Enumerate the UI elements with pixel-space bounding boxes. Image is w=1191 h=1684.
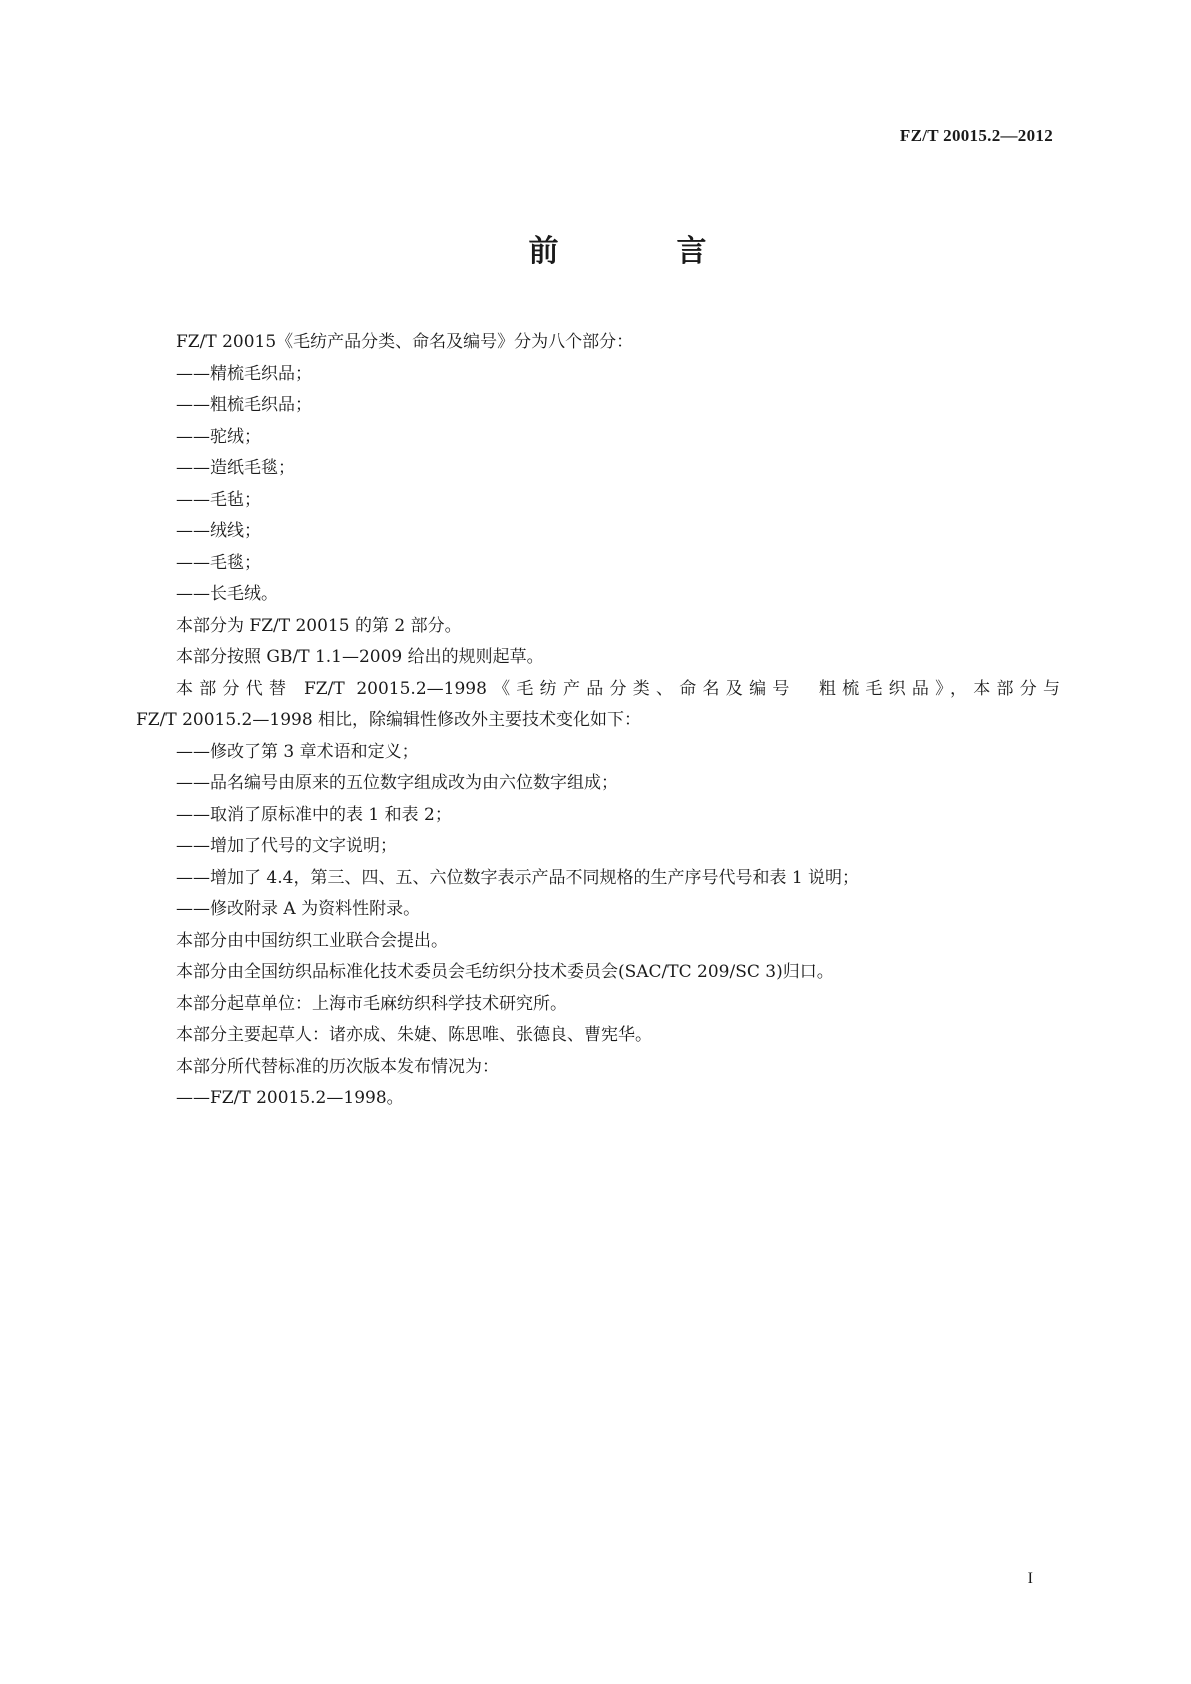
list-item: ——取消了原标准中的表 1 和表 2；	[176, 804, 452, 825]
paragraph-line: 本部分所代替标准的历次版本发布情况为：	[176, 1056, 499, 1077]
preface-body	[136, 327, 1060, 1115]
paragraph-line: 本部分为 FZ/T 20015 的第 2 部分。	[176, 615, 462, 636]
paragraph-line: 本部分按照 GB/T 1.1—2009 给出的规则起草。	[176, 647, 544, 667]
list-item: ——增加了 4.4，第三、四、五、六位数字表示产品不同规格的生产序号代号和表 1 说明；	[176, 867, 860, 888]
paragraph-line: 本部分代替 FZ/T 20015.2—1998《毛纺产品分类、命名及编号 粗梳毛织品》，本部分与	[176, 678, 1060, 699]
page-number: I	[1027, 1570, 1033, 1587]
paragraph-line: 本部分起草单位：上海市毛麻纺织科学技术研究所。	[176, 993, 567, 1014]
list-item: ——FZ/T 20015.2—1998。	[176, 1088, 404, 1108]
paragraph-line: FZ/T 20015《毛纺产品分类、命名及编号》分为八个部分：	[176, 332, 634, 352]
list-item: ——修改了第 3 章术语和定义；	[176, 741, 419, 762]
paragraph-line: 本部分主要起草人：诸亦成、朱婕、陈思唯、张德良、曹宪华。	[176, 1025, 652, 1045]
list-item: ——粗梳毛织品；	[176, 395, 312, 415]
list-item: ——绒线；	[176, 521, 261, 541]
page-title: 前 言	[528, 234, 751, 269]
list-item: ——品名编号由原来的五位数字组成改为由六位数字组成；	[176, 773, 618, 793]
paragraph-line: 本部分由中国纺织工业联合会提出。	[176, 930, 448, 951]
list-item: ——造纸毛毯；	[176, 458, 295, 478]
paragraph-line: FZ/T 20015.2—1998 相比，除编辑性修改外主要技术变化如下：	[136, 710, 642, 730]
paragraph-line: 本部分由全国纺织品标准化技术委员会毛纺织分技术委员会(SAC/TC 209/SC 3)归口。	[176, 962, 834, 982]
list-item: ——毛毯；	[176, 552, 261, 573]
list-item: ——增加了代号的文字说明；	[176, 836, 397, 856]
standard-number: FZ/T 20015.2—2012	[899, 126, 1053, 145]
list-item: ——驼绒；	[176, 426, 261, 447]
list-item: ——长毛绒。	[176, 584, 278, 604]
list-item: ——精梳毛织品；	[176, 363, 312, 384]
list-item: ——毛毡；	[176, 489, 261, 510]
list-item: ——修改附录 A 为资料性附录。	[176, 899, 421, 919]
